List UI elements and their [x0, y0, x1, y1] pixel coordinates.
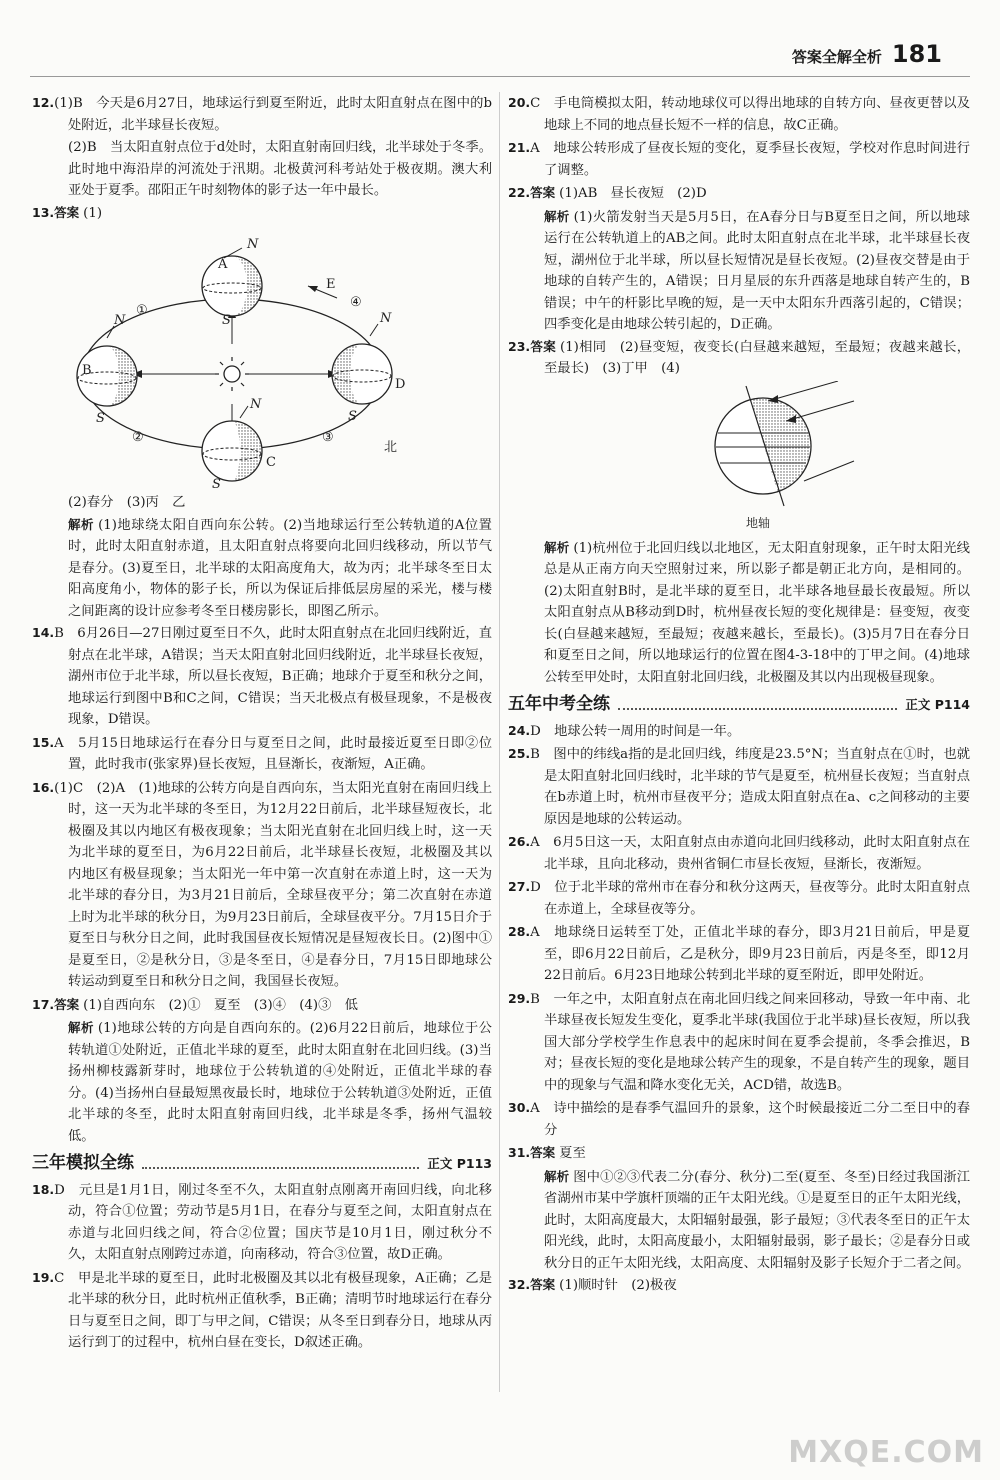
question-12: 12.(1)B 今天是6月27日，地球运行到夏至附近，此时太阳直射点在图中的b处附近，北半球昼长夜短。 [32, 95, 492, 133]
sun-icon [215, 357, 249, 391]
question-17: 17.答案 (1)自西向东 (2)① 夏至 (3)④ (4)③ 低 [32, 996, 358, 1013]
right-column [508, 92, 970, 1298]
label-season-4: ④ [350, 295, 362, 310]
question-15: 15.A 5月15日地球运行在春分日与夏至日之间，此时最接近夏至日即②位置，此时我市(张家界)昼长夜短，且昼渐长，夜渐短，A正确。 [32, 734, 492, 772]
question-31-analysis: 解析 图中①②③代表二分(春分、秋分)二至(夏至、冬至)日经过我国浙江省湖州市某中学旗杆顶端的正午太阳光线。①是夏至日的正午太阳光线，此时，太阳高度最大，太阳辐射最强，影子最短；③代表冬至日的正午太阳光线，此时，太阳高度最小，太阳辐射最弱，影子最长；②是春分日或秋分日的正午太阳光线，太阳高度、太阳辐射及影子长短介于二者之间。 [544, 1168, 970, 1271]
watermark: MXQE.COM [788, 1435, 984, 1470]
label-a: A [218, 257, 228, 272]
question-22-analysis: 解析 (1)火箭发射当天是5月5日，在A春分日与B夏至日之间，所以地球运行在公转轨道上的AB之间。此时太阳直射点在北半球，北半球昼长夜短，湖州位于北半球，所以昼长短情况是昼长夜短。(2)昼夜交替是由于地球的自转产生的，A错误；日月星辰的东升西落是地球自转产生的，B错误；中午的杆影比早晚的短，是一天中太阳东升西落引起的，C错误；四季变化是由地球公转引起的，D正确。 [544, 208, 970, 332]
earth-a [202, 248, 262, 316]
question-14: 14.B 6月26日—27日刚过夏至日不久，此时太阳直射点在北回归线附近，直射点在北半球，A错误；当天太阳直射北回归线附近，北半球昼长夜短，湖州市位于北半球，所以昼长夜短，B正确；地球介于夏至和秋分之间，地球运行到图中B和C之间，C错误；当天北极点有极昼现象，不是极夜现象，D错误。 [32, 625, 492, 727]
axis-caption: 地轴 [746, 515, 771, 530]
label-s-d: S [348, 409, 357, 424]
label-n-c: N [250, 397, 262, 412]
sun-ray-1 [768, 381, 838, 401]
sun-ray-3 [804, 461, 854, 481]
question-23: 23.答案 (1)相同 (2)昼变短，夜变长(白昼越来越短，至最短；夜越来越长，至最长) (3)丁甲 (4) [508, 338, 970, 376]
question-22: 22.答案 (1)AB 昼长夜短 (2)D [508, 185, 707, 201]
column-divider [499, 92, 500, 1392]
question-28: 28.A 地球绕日运转至丁处，正值北半球的春分，即3月21日前后，甲是夏至，即6月22日前后，乙是秋分，即9月23日前后，丙是冬至，即12月22日前后。6月23日地球公转到北半球的夏至附近，即甲处附近。 [508, 924, 970, 983]
earth-axis-diagram [708, 381, 858, 531]
question-32: 32.答案 (1)顺时针 (2)极夜 [508, 1277, 677, 1293]
label-b: B [82, 363, 92, 378]
question-27: 27.D 位于北半球的常州市在春分和秋分这两天，昼夜等分。此时太阳直射点在赤道上，全球昼夜等分。 [508, 879, 970, 917]
label-s-a: S [222, 313, 231, 328]
question-29: 29.B 一年之中，太阳直射点在南北回归线之间来回移动，导致一年中南、北半球昼夜长短发生变化，夏季北半球(我国位于北半球)昼长夜短，所以我国大部分学校学生作息表中的起床时间在夏季会提前，冬季会推迟，B对；昼夜长短的变化是地球公转产生的现象，不是自转产生的现象，题目中的现象与气温和降水变化无关，ACD错，故选B。 [508, 990, 970, 1093]
question-19: 19.C 甲是北半球的夏至日，此时北极圈及其以北有极昼现象，A正确；乙是北半球的秋分日，此时杭州正值秋季，B正确；清明节时地球运行在春分日与夏至日之间，即丁与甲之间，C错误；从冬至日到春分日，地球从丙运行到丁的过程中，杭州白昼在变长，D叙述正确。 [32, 1269, 492, 1350]
label-e: E [326, 277, 336, 292]
question-31: 31.答案 夏至 [508, 1145, 586, 1161]
question-20: 20.C 手电筒模拟太阳，转动地球仪可以得出地球的自转方向、昼夜更替以及地球上不同的地点昼长短不一样的信息，故C正确。 [508, 95, 970, 133]
question-13-analysis: 解析 (1)地球绕太阳自西向东公转。(2)当地球运行至公转轨道的A位置时，此时太阳直射赤道，且太阳直射点将要向北回归线移动，所以节气是春分。(3)夏至日，北半球的太阳高度角大，故为丙；北半球冬至日太阳高度角小，物体的影子长，所以为保证后排低层房屋的采光，楼与楼之间距离的设计应参考冬至日楼房影长，即图乙所示。 [68, 516, 492, 619]
label-n-a: N [247, 237, 259, 252]
question-26: 26.A 6月5日这一天，太阳直射点由赤道向北回归线移动，此时太阳直射点在北半球，且向北移动，贵州省铜仁市昼长夜短，昼渐长，夜渐短。 [508, 834, 970, 872]
header-title: 答案全解全析 [791, 48, 882, 66]
label-s-c: S [212, 477, 221, 488]
question-25: 25.B 图中的纬线a指的是北回归线，纬度是23.5°N；当直射点在①时，也就是太阳直射北回归线时，北半球的节气是夏至，杭州昼长夜短；当直射点在b赤道上时，杭州市昼夜平分；造成太阳直射点在a、c之间移动的主要原因是地球的公转运动。 [508, 746, 970, 827]
section-header-five-year: 五年中考全练 正文 P114 [508, 694, 970, 714]
label-n-b: N [114, 313, 126, 328]
left-column [32, 92, 492, 1355]
label-season-3: ③ [322, 430, 334, 445]
question-30: 30.A 诗中描绘的是春季气温回升的景象，这个时候最接近二分二至日中的春分 [508, 1100, 970, 1138]
label-n-d: N [380, 311, 392, 326]
question-17-analysis: 解析 (1)地球公转的方向是自西向东的。(2)6月22日前后，地球位于公转轨道①处附近，正值北半球的夏至，此时太阳直射在北回归线。(3)当扬州柳枝露新芽时，地球位于公转轨道的④处附近，正值北半球的春分。(4)当扬州白昼最短黑夜最长时，地球位于公转轨道③处附近，正值北半球的冬至，此时太阳直射南回归线，北半球是冬季，扬州气温较低。 [68, 1020, 492, 1144]
earth-orbit-diagram [52, 226, 412, 488]
label-season-1: ① [136, 303, 148, 318]
question-23-analysis: 解析 (1)杭州位于北回归线以北地区，无太阳直射现象，正午时太阳光线总是从正南方向天空照射过来，所以影子都是朝正北方向，是相同的。(2)太阳直射B时，是北半球的夏至日，北半球各地昼最长夜最短。所以太阳直射点从B移动到D时，杭州昼夜长短的变化规律是：昼变短，夜变长(白昼越来越短，至最短；夜越来越长，至最长)。(3)5月7日在春分日和夏至日之间，所以地球运行的位置在图4-3-18中的丁甲之间。(4)地球公转至甲处时，太阳直射北回归线，北极圈及其以内出现极昼现象。 [544, 539, 970, 685]
question-21: 21.A 地球公转形成了昼夜长短的变化，夏季昼长夜短，学校对作息时间进行了调整。 [508, 140, 970, 178]
question-24: 24.D 地球公转一周用的时间是一年。 [508, 722, 741, 739]
e-arrowhead [308, 286, 318, 292]
label-season-2: ② [132, 430, 144, 445]
question-13-answer2: (2)春分 (3)丙 乙 [68, 495, 186, 510]
label-c: C [266, 455, 276, 470]
header-rule [30, 76, 970, 77]
question-12-part2: (2)B 当太阳直射点位于d处时，太阳直射南回归线，北半球处于冬季。此时地中海沿岸的河流处于汛期。北极黄河科考站处于极夜期。澳大利亚处于夏季。邵阳正午时刻物体的影子达一年中最长。 [68, 140, 492, 198]
question-16: 16.(1)C (2)A (1)地球的公转方向是自西向东，当太阳光直射在南回归线上时，这一天为北半球的冬至日，为12月22日前后，北半球昼短夜长，北极圈及其以内地区有极夜现象；当太阳光直射在北回归线上时，这一天为北半球的夏至日，为6月22日前后，北半球昼长夜短，北极圈及其以内地区有极昼现象；当太阳光一年中第一次直射在赤道上时，这一天为北半球的春分日，为3月21日前后，全球昼夜平分；第二次直射在赤道上时为北半球的秋分日，为9月23日前后，全球昼夜平分。7月15日介于夏至日与秋分日之间，此时我国昼夜长短情况是昼短夜长日。(2)图中①是夏至日，②是秋分日，③是冬至日，④是春分日，7月15日即地球公转运动到夏至日和秋分日之间，我国昼长夜短。 [32, 779, 492, 989]
label-d: D [395, 377, 406, 392]
page-header [792, 40, 942, 68]
section-header-three-year: 三年模拟全练 正文 P113 [32, 1153, 492, 1173]
label-north: 北 [384, 440, 398, 455]
label-s-b: S [96, 411, 105, 426]
page-number: 181 [891, 40, 942, 68]
question-13: 13.答案 (1) [32, 204, 103, 221]
question-18: 18.D 元旦是1月1日，刚过冬至不久，太阳直射点刚离开南回归线，向北移动，符合①位置；劳动节是5月1日，在春分与夏至之间，太阳直射点在赤道与北回归线之间，符合②位置；国庆节是10月1日，刚过秋分不久，太阳直射点刚跨过赤道，向南移动，符合③位置，故D正确。 [32, 1181, 492, 1262]
